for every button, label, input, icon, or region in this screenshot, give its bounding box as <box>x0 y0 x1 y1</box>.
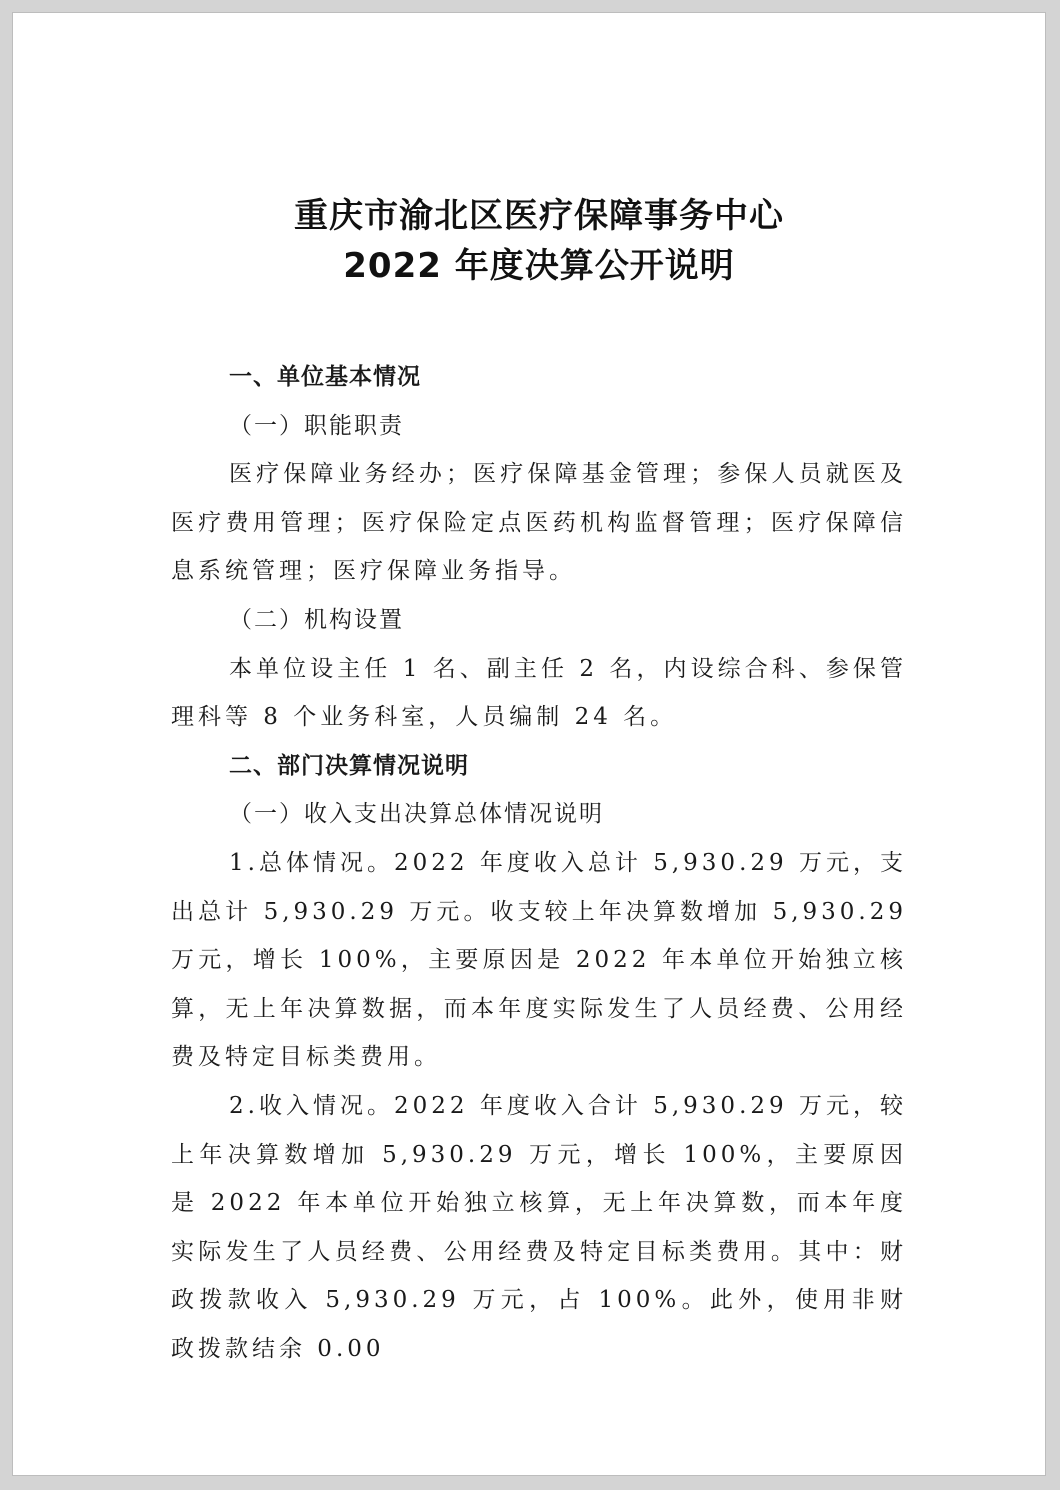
section-heading-2: 二、部门决算情况说明 <box>229 752 469 779</box>
section-heading-1: 一、单位基本情况 <box>229 364 421 390</box>
paragraph-income: 2.收入情况。2022 年度收入合计 5,930.29 万元，较上年决算数增加 5,930.29 万元，增长 100%，主要原因是 2022 年本单位开始独立核算，无上年决算数，而本年度实际发生了人员经费、公用经费及特定目标类费用。其中：财政拨款收入 5,930.29 万元，占 100%。此外，使用非财政拨款结余 0.00 <box>171 1092 908 1362</box>
title-line-2: 2022 年度决算公开说明 <box>343 246 735 286</box>
subsection-heading-organization: （二）机构设置 <box>229 606 404 633</box>
document-page <box>12 12 1046 1476</box>
paragraph-organization: 本单位设主任 1 名、副主任 2 名，内设综合科、参保管理科等 8 个业务科室，人员编制 24 名。 <box>171 655 907 731</box>
subsection-heading-overall: （一）收入支出决算总体情况说明 <box>229 801 604 828</box>
paragraph-functions: 医疗保障业务经办；医疗保障基金管理；参保人员就医及医疗费用管理；医疗保险定点医药机构监督管理；医疗保障信息系统管理；医疗保障业务指导。 <box>171 461 907 585</box>
subsection-heading-functions: （一）职能职责 <box>229 412 404 439</box>
document-body <box>171 191 907 1373</box>
paragraph-overall: 1.总体情况。2022 年度收入总计 5,930.29 万元，支出总计 5,930.29 万元。收支较上年决算数增加 5,930.29 万元，增长 100%，主要原因是 2022 年本单位开始独立核算，无上年决算数据，而本年度实际发生了人员经费、公用经费及特定目标类费用。 <box>171 849 907 1071</box>
title-line-1: 重庆市渝北区医疗保障事务中心 <box>294 196 784 236</box>
document-title <box>171 191 907 291</box>
